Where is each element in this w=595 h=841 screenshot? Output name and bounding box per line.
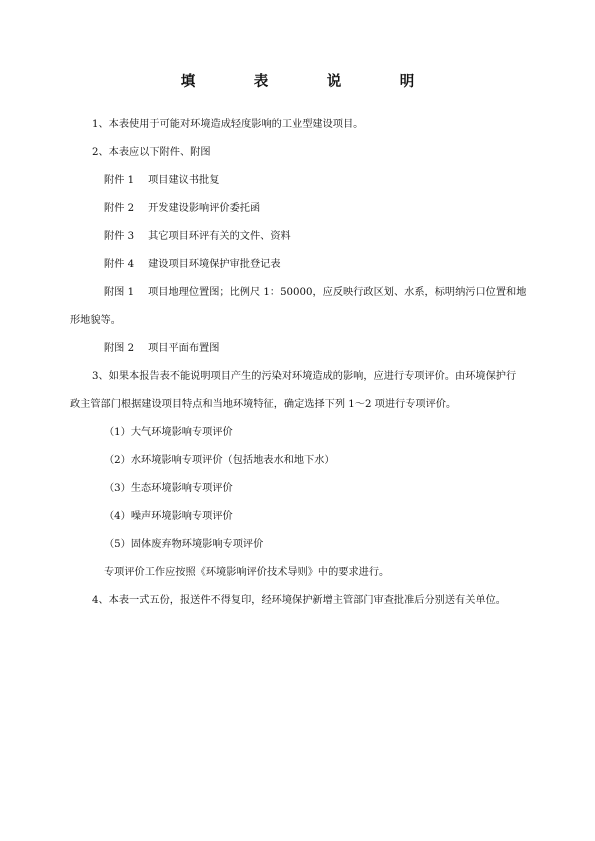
attachment-1-code: 附件 1 — [104, 175, 135, 186]
figure-1-text: 项目地理位置图；比例尺 1：50000，应反映行政区划、水系，标明纳污口位置和地 — [148, 287, 527, 298]
evaluation-1: （1）大气环境影响专项评价 — [104, 427, 233, 438]
attachment-4 — [104, 258, 281, 272]
figure-1-code: 附图 1 — [104, 287, 135, 298]
item-2: 2、本表应以下附件、附图 — [92, 147, 211, 158]
attachment-3-text: 其它项目环评有关的文件、资料 — [148, 231, 291, 242]
item-3-line-2: 政主管部门根据建设项目特点和当地环境特征，确定选择下列 1～2 项进行专项评价。 — [70, 399, 457, 410]
attachment-4-text: 建设项目环境保护审批登记表 — [148, 259, 281, 270]
attachment-1-text: 项目建议书批复 — [148, 175, 220, 186]
attachment-1 — [104, 174, 219, 188]
attachment-3 — [104, 230, 291, 244]
evaluation-3: （3）生态环境影响专项评价 — [104, 483, 233, 494]
attachment-2-text: 开发建设影响评价委托函 — [148, 203, 261, 214]
attachment-4-code: 附件 4 — [104, 259, 135, 270]
page-title: 填 表 说 明 — [180, 74, 437, 90]
item-1: 1、本表使用于可能对环境造成轻度影响的工业型建设项目。 — [92, 119, 364, 130]
item-3-line-1: 3、如果本报告表不能说明项目产生的污染对环境造成的影响，应进行专项评价。由环境保护行 — [92, 371, 517, 382]
figure-2 — [104, 342, 219, 356]
figure-2-code: 附图 2 — [104, 343, 135, 354]
figure-1 — [104, 286, 526, 300]
attachment-2 — [104, 202, 260, 216]
figure-1-continued: 形地貌等。 — [70, 315, 121, 326]
evaluation-5: （5）固体废弃物环境影响专项评价 — [104, 539, 264, 550]
evaluation-4: （4）噪声环境影响专项评价 — [104, 511, 233, 522]
figure-2-text: 项目平面布置图 — [148, 343, 220, 354]
guideline-note: 专项评价工作应按照《环境影响评价技术导则》中的要求进行。 — [104, 567, 390, 578]
attachment-2-code: 附件 2 — [104, 203, 135, 214]
attachment-3-code: 附件 3 — [104, 231, 135, 242]
evaluation-2: （2）水环境影响专项评价（包括地表水和地下水） — [104, 455, 335, 466]
item-4: 4、本表一式五份，报送件不得复印，经环境保护新增主管部门审查批准后分别送有关单位。 — [92, 595, 506, 606]
